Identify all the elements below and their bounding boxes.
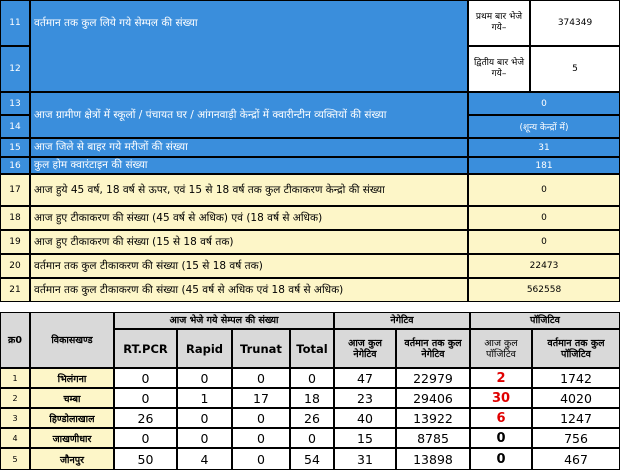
- row-19-value: 0: [468, 230, 620, 254]
- table-row-3-rtpcr: 26: [114, 408, 177, 428]
- header-pos-today: आज कुल पॉजिटिव: [470, 329, 532, 368]
- table-row-5-rapid: 4: [177, 448, 232, 470]
- row-17-number: 17: [0, 174, 30, 206]
- table-row-2-neg-total: 29406: [396, 388, 470, 408]
- row-11-label: वर्तमान तक कुल लिये गये सेम्पल की संख्या: [30, 0, 468, 92]
- table-row-3-pos-today: 6: [470, 408, 532, 428]
- table-row-2-neg-today: 23: [334, 388, 396, 408]
- row-12-number: 12: [0, 46, 30, 92]
- table-row-1-pos-today: 2: [470, 368, 532, 388]
- table-row-2-sno: 2: [0, 388, 30, 408]
- table-row-2-rtpcr: 0: [114, 388, 177, 408]
- table-row-1-rtpcr: 0: [114, 368, 177, 388]
- table-row-3-total: 26: [290, 408, 334, 428]
- table-row-3-pos-total: 1247: [532, 408, 620, 428]
- row-15-value: 31: [468, 138, 620, 157]
- table-row-5-trunat: 0: [232, 448, 290, 470]
- row-18-value: 0: [468, 206, 620, 230]
- header-sno: क्र0: [0, 312, 30, 368]
- table-row-4-neg-total: 8785: [396, 428, 470, 448]
- header-negative-group: नेगेटिव: [334, 312, 470, 329]
- table-row-1-neg-total: 22979: [396, 368, 470, 388]
- table-row-2-pos-total: 4020: [532, 388, 620, 408]
- row-13-number: 13: [0, 92, 30, 115]
- row-17-value: 0: [468, 174, 620, 206]
- table-row-4-total: 0: [290, 428, 334, 448]
- header-rtpcr: RT.PCR: [114, 329, 177, 368]
- table-row-2-total: 18: [290, 388, 334, 408]
- table-row-5-sno: 5: [0, 448, 30, 470]
- table-row-5-pos-total: 467: [532, 448, 620, 470]
- header-samples-group: आज भेजे गये सेम्पल की संख्या: [114, 312, 334, 329]
- row-21-value: 562558: [468, 278, 620, 302]
- table-row-1-block: भिलंगना: [30, 368, 114, 388]
- header-pos-total: वर्तमान तक कुल पॉजिटिव: [532, 329, 620, 368]
- table-row-4-trunat: 0: [232, 428, 290, 448]
- header-block: विकासखण्ड: [30, 312, 114, 368]
- table-row-4-block: जाखणीधार: [30, 428, 114, 448]
- row-18-label: आज हुए टीकाकरण की संख्या (45 वर्ष से अधिक) एवं (18 वर्ष से अधिक): [30, 206, 468, 230]
- table-row-5-rtpcr: 50: [114, 448, 177, 470]
- table-row-3-sno: 3: [0, 408, 30, 428]
- row-13-value: 0: [468, 92, 620, 115]
- table-row-3-rapid: 0: [177, 408, 232, 428]
- row-21-number: 21: [0, 278, 30, 302]
- header-neg-today: आज कुल नेगेटिव: [334, 329, 396, 368]
- row-12-sub-label: द्वितीय बार भेजे गये–: [468, 46, 530, 92]
- table-row-5-total: 54: [290, 448, 334, 470]
- table-row-5-block: जौनपुर: [30, 448, 114, 470]
- table-row-4-pos-today: 0: [470, 428, 532, 448]
- table-row-4-rtpcr: 0: [114, 428, 177, 448]
- table-row-5-neg-total: 13898: [396, 448, 470, 470]
- table-row-5-neg-today: 31: [334, 448, 396, 470]
- table-row-3-block: हिण्डोलाखाल: [30, 408, 114, 428]
- row-13-label: आज ग्रामीण क्षेत्रों में स्कूलों / पंचायत घर / आंगनवाड़ी केन्द्रों में क्वारीन्टीन व्यक्तियों की संख्या: [30, 92, 468, 138]
- row-18-number: 18: [0, 206, 30, 230]
- table-row-4-pos-total: 756: [532, 428, 620, 448]
- row-21-label: वर्तमान तक कुल टीकाकरण की संख्या (45 वर्ष से अधिक एवं 18 वर्ष से अधिक): [30, 278, 468, 302]
- header-total: Total: [290, 329, 334, 368]
- row-11-number: 11: [0, 0, 30, 46]
- section-gap: [0, 302, 620, 312]
- row-11-sub-label: प्रथम बार भेजे गये–: [468, 0, 530, 46]
- row-20-number: 20: [0, 254, 30, 278]
- row-19-label: आज हुए टीकाकरण की संख्या (15 से 18 वर्ष तक): [30, 230, 468, 254]
- row-16-label: कुल होम क्वारंटाइन की संख्या: [30, 157, 468, 174]
- row-12-value: 5: [530, 46, 620, 92]
- table-row-2-block: चम्बा: [30, 388, 114, 408]
- header-trunat: Trunat: [232, 329, 290, 368]
- table-row-1-sno: 1: [0, 368, 30, 388]
- header-positive-group: पॉजिटिव: [470, 312, 620, 329]
- table-row-1-trunat: 0: [232, 368, 290, 388]
- row-11-value: 374349: [530, 0, 620, 46]
- row-15-number: 15: [0, 138, 30, 157]
- header-rapid: Rapid: [177, 329, 232, 368]
- table-row-5-pos-today: 0: [470, 448, 532, 470]
- row-19-number: 19: [0, 230, 30, 254]
- table-row-1-total: 0: [290, 368, 334, 388]
- row-17-label: आज हुये 45 वर्ष, 18 वर्ष से ऊपर, एवं 15 से 18 वर्ष तक कुल टीकाकरण केन्द्रो की संख्या: [30, 174, 468, 206]
- table-row-2-rapid: 1: [177, 388, 232, 408]
- table-row-4-neg-today: 15: [334, 428, 396, 448]
- table-row-1-neg-today: 47: [334, 368, 396, 388]
- row-16-value: 181: [468, 157, 620, 174]
- table-row-1-pos-total: 1742: [532, 368, 620, 388]
- table-row-2-trunat: 17: [232, 388, 290, 408]
- row-14-value: (शून्य केन्द्रों में): [468, 115, 620, 138]
- table-row-3-trunat: 0: [232, 408, 290, 428]
- table-row-3-neg-today: 40: [334, 408, 396, 428]
- row-15-label: आज जिले से बाहर गये मरीजों की संख्या: [30, 138, 468, 157]
- table-row-1-rapid: 0: [177, 368, 232, 388]
- table-row-2-pos-today: 30: [470, 388, 532, 408]
- row-20-value: 22473: [468, 254, 620, 278]
- header-neg-total: वर्तमान तक कुल नेगेटिव: [396, 329, 470, 368]
- row-16-number: 16: [0, 157, 30, 174]
- table-row-4-sno: 4: [0, 428, 30, 448]
- table-row-4-rapid: 0: [177, 428, 232, 448]
- row-20-label: वर्तमान तक कुल टीकाकरण की संख्या (15 से 18 वर्ष तक): [30, 254, 468, 278]
- table-row-3-neg-total: 13922: [396, 408, 470, 428]
- row-14-number: 14: [0, 115, 30, 138]
